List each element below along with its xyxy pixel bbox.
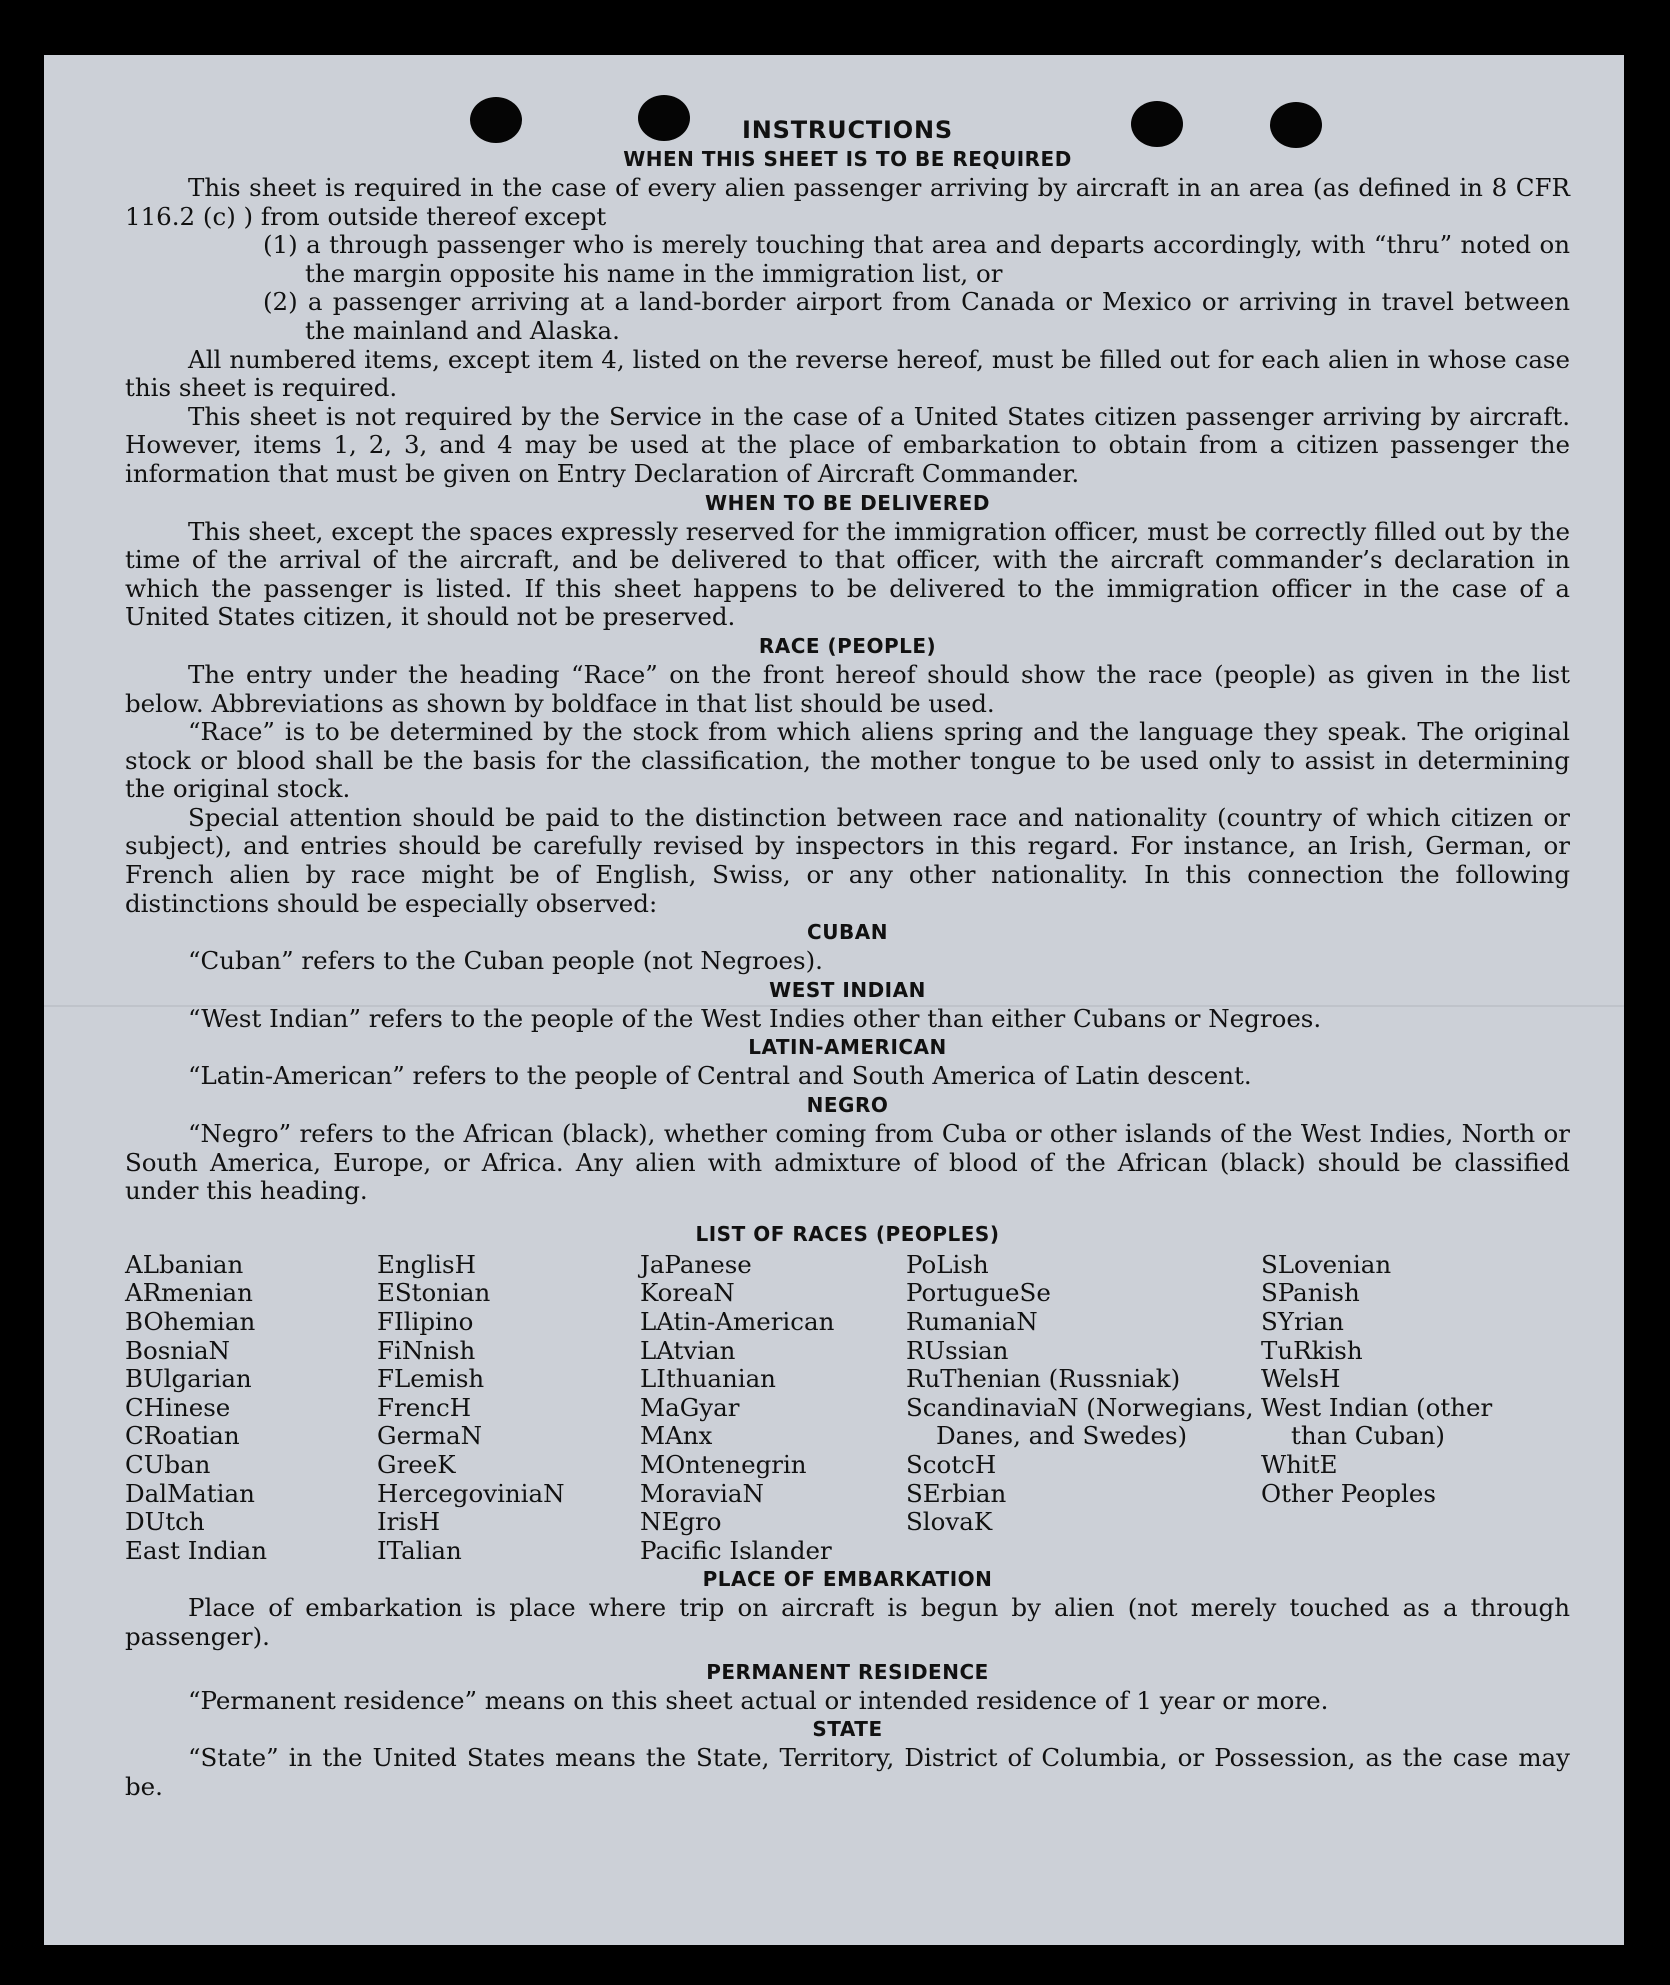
race-item: PortugueSe [906,1278,1051,1308]
race-item: IrisH [377,1507,441,1537]
section-heading: RACE (PEOPLE) [758,633,937,658]
list-item: (2) a passenger arriving at a land-border airport from Canada or Mexico or arriving in travel between the mainland and Alaska. [263,287,1570,345]
race-item: BUlgarian [125,1364,252,1394]
section-heading: PERMANENT RESIDENCE [706,1659,989,1684]
race-item: EnglisH [377,1249,476,1279]
race-item: CUban [125,1449,211,1479]
race-item: CRoatian [125,1421,240,1451]
race-item: DalMatian [125,1478,255,1508]
paragraph: The entry under the heading “Race” on the front hereof should show the race (people) as given in the list below. Abbreviations as shown by boldface in that list should be used. [125,659,1570,718]
race-item: WelsH [1261,1364,1341,1394]
race-item: SPanish [1261,1278,1360,1308]
race-item: West Indian (other than Cuban) [1261,1392,1493,1451]
race-item: TuRkish [1261,1335,1363,1365]
race-item: PoLish [906,1249,989,1279]
race-item: GermaN [377,1421,483,1451]
race-item: BosniaN [125,1335,230,1365]
race-item: East Indian [125,1535,268,1565]
race-item: MaGyar [640,1392,740,1422]
race-item: JaPanese [640,1249,752,1279]
race-item: EStonian [377,1278,491,1308]
race-item: ITalian [377,1535,462,1565]
race-column [640,1251,906,1566]
race-item: FLemish [377,1364,485,1394]
race-item: GreeK [377,1449,456,1479]
race-item: BOhemian [125,1307,256,1336]
section-heading: LATIN-AMERICAN [748,1035,947,1060]
paragraph: “Permanent residence” means on this sheet actual or intended residence of 1 year or more. [188,1685,1329,1715]
paragraph: “State” in the United States means the State, Territory, District of Columbia, or Possession, as the case may be. [125,1743,1570,1801]
race-item: FIlipino [377,1307,474,1336]
list-item: (1) a through passenger who is merely touching that area and departs accordingly, with “thru” noted on the margin opposite his name in the immigration list, or [263,230,1570,288]
section-heading: WEST INDIAN [769,977,926,1002]
race-item: ALbanian [125,1249,244,1279]
race-item: MOntenegrin [640,1449,807,1479]
paragraph: “West Indian” refers to the people of the West Indies other than either Cubans or Negroes. [188,1003,1322,1033]
paragraph: “Cuban” refers to the Cuban people (not Negroes). [188,946,823,976]
race-item: ARmenian [125,1278,253,1308]
race-item: MAnx [640,1421,713,1451]
paragraph: This sheet is required in the case of every alien passenger arriving by aircraft in an area (as defined in 8 CFR 116.2 (c) ) from outside thereof except [125,173,1570,231]
race-item: LIthuanian [640,1364,776,1394]
race-item: SYrian [1261,1307,1344,1336]
paragraph: “Negro” refers to the African (black), whether coming from Cuba or other islands of the West Indies, North or South America, Europe, or Africa. Any alien with admixture of blood of the African (black) should be classified under this heading. [125,1119,1570,1206]
race-column [906,1251,1261,1566]
race-item: SLovenian [1261,1249,1392,1279]
race-item: DUtch [125,1507,205,1537]
race-item: LAtvian [640,1335,736,1365]
race-item: FiNnish [377,1335,476,1365]
paragraph: “Latin-American” refers to the people of Central and South America of Latin descent. [188,1061,1252,1091]
section-heading: STATE [812,1717,883,1742]
race-item: SErbian [906,1478,1007,1508]
section-heading: PLACE OF EMBARKATION [702,1567,993,1592]
race-item: Pacific Islander [640,1535,832,1565]
race-column [1261,1251,1551,1566]
race-item: CHinese [125,1392,231,1422]
race-item: WhitE [1261,1449,1338,1479]
race-item: Other Peoples [1261,1478,1436,1508]
race-item: KoreaN [640,1278,735,1308]
race-item: RuThenian (Russniak) [906,1364,1181,1394]
race-item: RumaniaN [906,1307,1038,1336]
document-sheet [44,55,1624,1945]
section-heading: CUBAN [807,920,888,945]
race-item: ScotcH [906,1449,997,1479]
race-item: NEgro [640,1507,722,1537]
race-column [125,1251,377,1566]
paragraph: Place of embarkation is place where trip on aircraft is begun by alien (not merely touched as a through passenger). [125,1593,1570,1651]
paragraph: Special attention should be paid to the distinction between race and nationality (country of which citizen or subject), and entries should be carefully revised by inspectors in this regard. For instance, an Irish, German, or French alien by race might be of English, Swiss, or any other nationality. In this connection the following distinctions should be especially observed: [125,802,1570,918]
section-heading: WHEN THIS SHEET IS TO BE REQUIRED [623,147,1072,171]
race-list [125,1251,1570,1566]
race-item: RUssian [906,1335,1009,1365]
race-item: SlovaK [906,1507,993,1537]
race-column [377,1251,640,1566]
race-item: ScandinaviaN (Norwegians, Danes, and Swedes) [906,1392,1254,1451]
section-heading: LIST OF RACES (PEOPLES) [695,1221,1000,1246]
paragraph: “Race” is to be determined by the stock from which aliens spring and the language they speak. The original stock or blood shall be the basis for the classification, the mother tongue to be used only to assist in determining the original stock. [125,717,1570,804]
race-item: FrencH [377,1392,472,1422]
instructions-content [125,115,1570,1801]
race-item: MoraviaN [640,1478,764,1508]
paragraph: All numbered items, except item 4, listed on the reverse hereof, must be filled out for each alien in whose case this sheet is required. [125,344,1570,403]
paragraph: This sheet is not required by the Service in the case of a United States citizen passenger arriving by aircraft. However, items 1, 2, 3, and 4 may be used at the place of embarkation to obtain from a citizen passenger the information that must be given on Entry Declaration of Aircraft Commander. [125,401,1570,488]
paragraph: This sheet, except the spaces expressly reserved for the immigration officer, must be correctly filled out by the time of the arrival of the aircraft, and be delivered to that officer, with the aircraft commander’s declaration in which the passenger is listed. If this sheet happens to be delivered to the immigration officer in the case of a United States citizen, it should not be preserved. [125,516,1570,632]
race-item: LAtin-American [640,1307,835,1336]
section-heading: NEGRO [806,1093,889,1118]
section-heading: WHEN TO BE DELIVERED [705,490,990,515]
race-item: HercegoviniaN [377,1478,565,1508]
page-title: INSTRUCTIONS [742,116,953,144]
